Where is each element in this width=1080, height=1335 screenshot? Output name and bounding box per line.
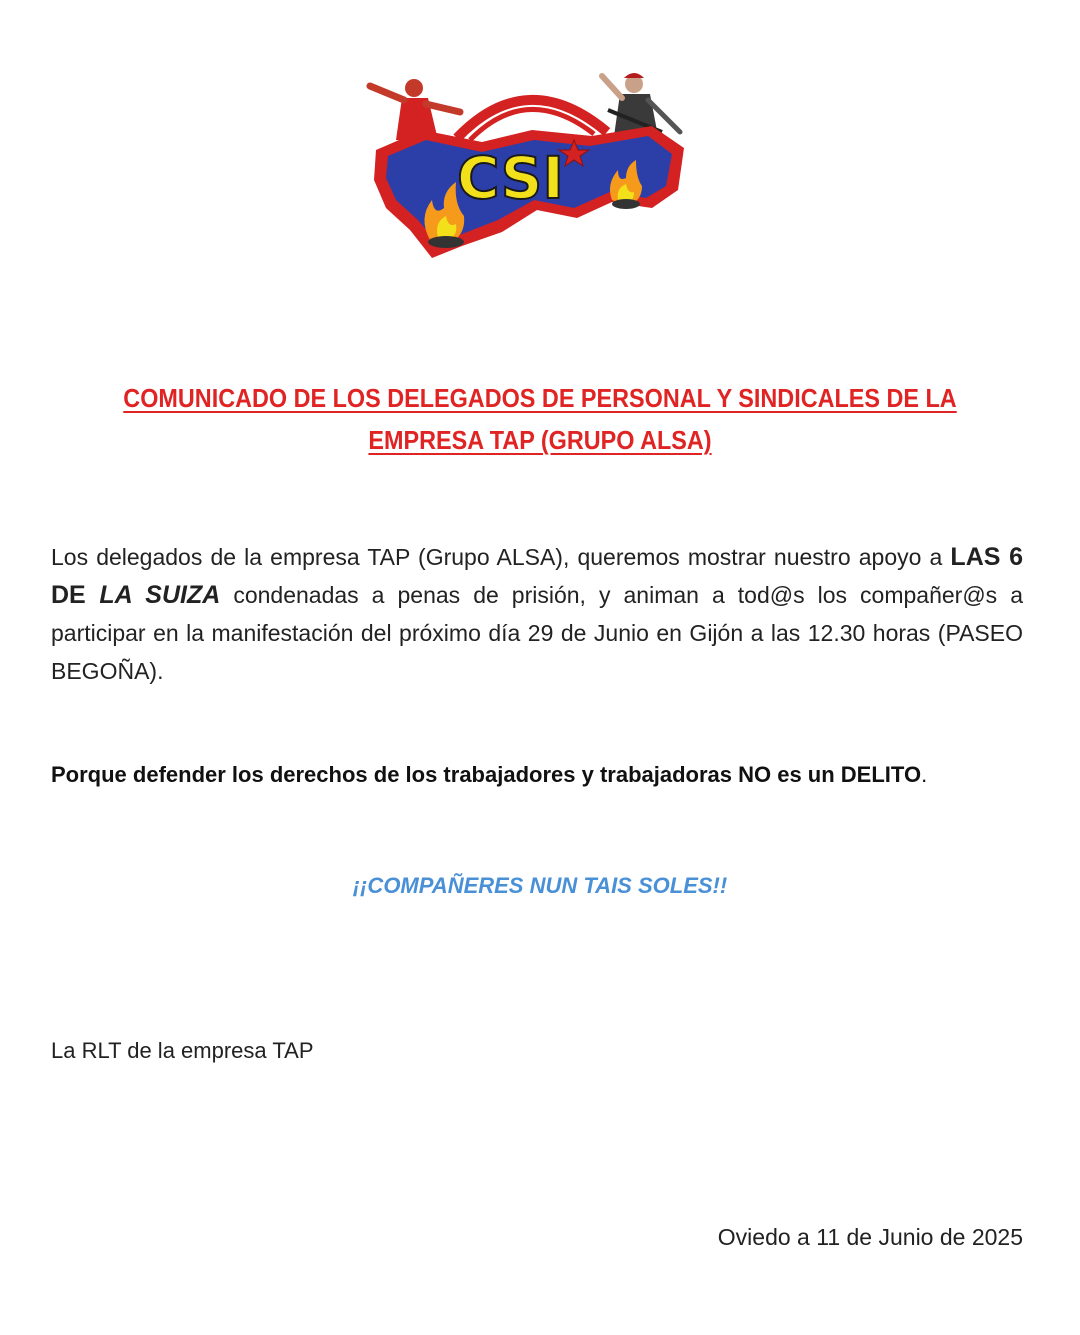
right-worker-figure [602,73,680,136]
csi-logo [362,70,692,260]
body-text-part-2: condenadas a penas de prisión, y animan a tod@s los compañer@s a participar en la manifestación del próximo día 29 de Junio en Gijón a las 12.30 horas (PASEO BEGOÑA). [51,582,1023,684]
signature-text: La RLT de la empresa TAP [51,1038,314,1063]
left-worker-figure [370,79,460,140]
csi-logo-graphic [362,70,692,260]
motto-text: ¡¡COMPAÑERES NUN TAIS SOLES!! [352,873,728,898]
slogan-bold-text: Porque defender los derechos de los trabajadores y trabajadoras NO es un DELITO [51,762,922,787]
title-line-2: EMPRESA TAP (GRUPO ALSA) [368,425,712,455]
body-paragraph [51,538,1023,690]
slogan-period: . [921,762,928,787]
body-text-part-1: Los delegados de la empresa TAP (Grupo ALSA), queremos mostrar nuestro apoyo a [51,544,951,570]
date-place-text: Oviedo a 11 de Junio de 2025 [717,1224,1023,1250]
title-line-1: COMUNICADO DE LOS DELEGADOS DE PERSONAL Y SINDICALES DE LA [123,383,957,413]
csi-logo-text: CSI [457,144,564,212]
communique-title [108,377,972,461]
slogan-line [51,762,1023,788]
body-bold-text: LAS 6 DE [51,543,1023,609]
body-bold-italic-text: LA SUIZA [99,581,221,609]
